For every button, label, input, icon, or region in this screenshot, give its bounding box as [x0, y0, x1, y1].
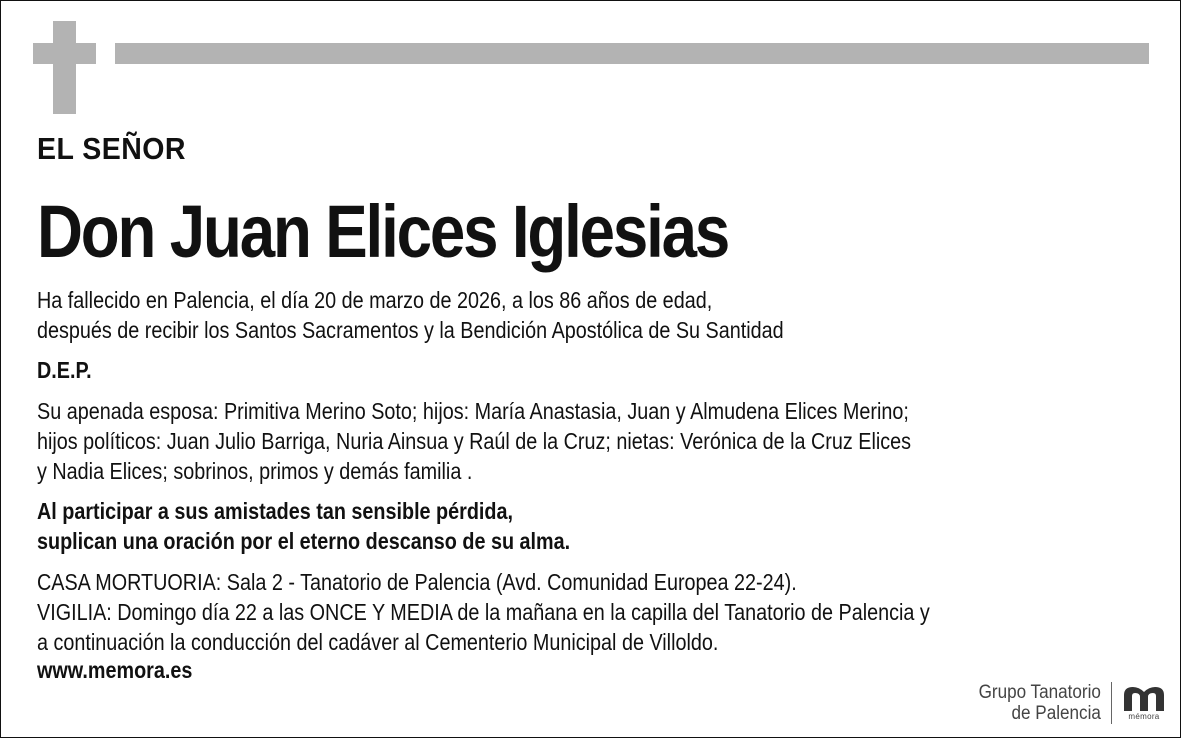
funeral-info-paragraph: [37, 567, 930, 657]
family-line-3: y Nadia Elices; sobrinos, primos y demás familia .: [37, 458, 473, 484]
website-link[interactable]: www.memora.es: [37, 657, 193, 683]
funeral-home-logo: [965, 679, 1166, 727]
header-rule: [115, 43, 1149, 64]
death-paragraph: [37, 285, 784, 345]
info-line-1: CASA MORTUORIA: Sala 2 - Tanatorio de Palencia (Avd. Comunidad Europea 22-24).: [37, 569, 797, 595]
dep-label: D.E.P.: [37, 357, 92, 383]
logo-text: [979, 682, 1101, 724]
family-paragraph: [37, 396, 911, 486]
request-paragraph: [37, 496, 570, 556]
death-line-2: después de recibir los Santos Sacramentos y la Bendición Apostólica de Su Santidad: [37, 317, 784, 343]
deceased-name: Don Juan Elices Iglesias: [37, 190, 729, 273]
logo-divider: [1111, 682, 1112, 724]
logo-line-2: de Palencia: [1011, 703, 1101, 724]
title-prefix: EL SEÑOR: [37, 131, 186, 166]
family-line-2: hijos políticos: Juan Julio Barriga, Nuria Ainsua y Raúl de la Cruz; nietas: Verónica de la Cruz Elices: [37, 428, 912, 454]
logo-line-1: Grupo Tanatorio: [978, 682, 1101, 703]
memora-m-icon: [1122, 685, 1166, 711]
info-line-3: a continuación la conducción del cadáver al Cementerio Municipal de Villoldo.: [37, 629, 719, 655]
cross-icon-horizontal: [33, 43, 96, 64]
cross-icon-vertical: [53, 21, 76, 114]
memora-brand: [1122, 685, 1166, 721]
request-line-2: suplican una oración por el eterno descanso de su alma.: [37, 528, 571, 554]
memora-label: mémora: [1128, 712, 1160, 721]
death-line-1: Ha fallecido en Palencia, el día 20 de marzo de 2026, a los 86 años de edad,: [37, 287, 713, 313]
request-line-1: Al participar a sus amistades tan sensible pérdida,: [37, 498, 513, 524]
family-line-1: Su apenada esposa: Primitiva Merino Soto; hijos: María Anastasia, Juan y Almudena Elices Merino;: [37, 398, 909, 424]
info-line-2: VIGILIA: Domingo día 22 a las ONCE Y MEDIA de la mañana en la capilla del Tanatorio de Palencia y: [37, 599, 930, 625]
